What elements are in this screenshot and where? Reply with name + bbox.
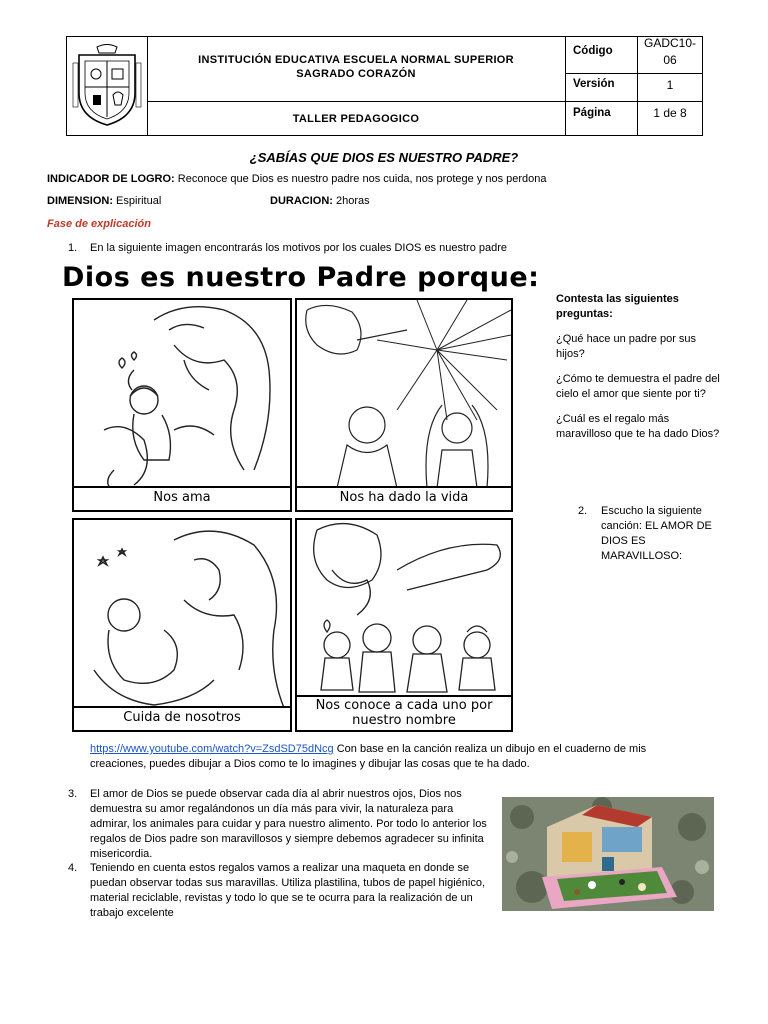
duracion-line: DURACION: 2horas: [270, 195, 370, 207]
panel-caption: Cuida de nosotros: [74, 706, 290, 730]
father-hugging-child-drawing: [74, 300, 290, 488]
school-seal-logo: [71, 43, 143, 129]
panel-caption: Nos ha dado la vida: [297, 486, 511, 510]
questions-heading: Contesta las siguientes preguntas:: [556, 293, 679, 320]
question-2: ¿Cómo te demuestra el padre del cielo el amor que siente por ti?: [556, 373, 720, 400]
indicador-line: INDICADOR DE LOGRO: Reconoce que Dios es nuestro padre nos cuida, nos protege y nos perdona: [47, 173, 547, 185]
item-1-number: 1.: [68, 242, 78, 254]
version-value: 1: [666, 78, 674, 92]
workshop-title: TALLER PEDAGOGICO: [292, 113, 420, 125]
pagina-label: Página: [573, 107, 611, 119]
link-paragraph-text: Con base en la canción realiza un dibujo en el cuaderno de mis creaciones, puedes dibujar a Dios como te lo imagines y dibujar las cosas que te ha dado.: [90, 743, 647, 770]
creation-adam-eve-drawing: [297, 300, 511, 488]
panel-nos-ama: [72, 298, 292, 512]
panel-nos-conoce: [295, 518, 513, 732]
version-label: Versión: [573, 78, 615, 90]
father-holding-baby-drawing: [74, 520, 290, 708]
god-with-children-drawing: [297, 520, 511, 698]
panel-caption: Nos ama: [74, 486, 290, 510]
question-1: ¿Qué hace un padre por sus hijos?: [556, 333, 697, 360]
item-4-number: 4.: [68, 862, 78, 874]
illustration-title: Dios es nuestro Padre porque:: [62, 262, 540, 293]
diorama-photo: [502, 797, 714, 911]
panel-cuida-de-nosotros: [72, 518, 292, 732]
item-2-text: Escucho la siguiente canción: EL AMOR DE DIOS ES MARAVILLOSO:: [601, 505, 712, 562]
question-3: ¿Cuál es el regalo más maravilloso que te ha dado Dios?: [556, 413, 720, 440]
fase-heading: Fase de explicación: [47, 218, 151, 230]
questions-block: [556, 292, 722, 452]
codigo-label: Código: [573, 45, 613, 57]
institution-name: INSTITUCIÓN EDUCATIVA ESCUELA NORMAL SUPERIOR SAGRADO CORAZÓN: [198, 54, 514, 80]
dimension-line: DIMENSION: Espiritual: [47, 195, 162, 207]
panel-nos-dio-vida: [295, 298, 513, 512]
item-2-number: 2.: [578, 505, 588, 517]
item-3-number: 3.: [68, 788, 78, 800]
header-table: [66, 36, 703, 136]
page-title: ¿SABÍAS QUE DIOS ES NUESTRO PADRE?: [249, 150, 519, 165]
song-link-paragraph: [90, 742, 700, 772]
item-3-text: El amor de Dios se puede observar cada día al abrir nuestros ojos, Dios nos demuestra su amor regalándonos un día más para vivir, la naturaleza para admirar, los animales para cuidar y para nuestro alimento. Por todo lo anterior los regalos de Dios padre son maravillosos y siempre debemos agradecer su infinita misericordia.: [90, 788, 487, 860]
panel-caption: Nos conoce a cada uno por nuestro nombre: [297, 695, 511, 730]
item-4-text: Teniendo en cuenta estos regalos vamos a realizar una maqueta en donde se puedan observar todas sus maravillas. Utiliza plastilina, tubos de papel higiénico, material reciclable, revistas y todo lo que se te ocurra para la realización de un trabajo excelente: [90, 862, 486, 919]
pagina-value: 1 de 8: [653, 106, 687, 120]
youtube-link[interactable]: https://www.youtube.com/watch?v=ZsdSD75dNcg: [90, 743, 334, 755]
codigo-value: GADC10- 06: [643, 36, 696, 67]
item-1-text: En la siguiente imagen encontrarás los motivos por los cuales DIOS es nuestro padre: [90, 242, 507, 254]
